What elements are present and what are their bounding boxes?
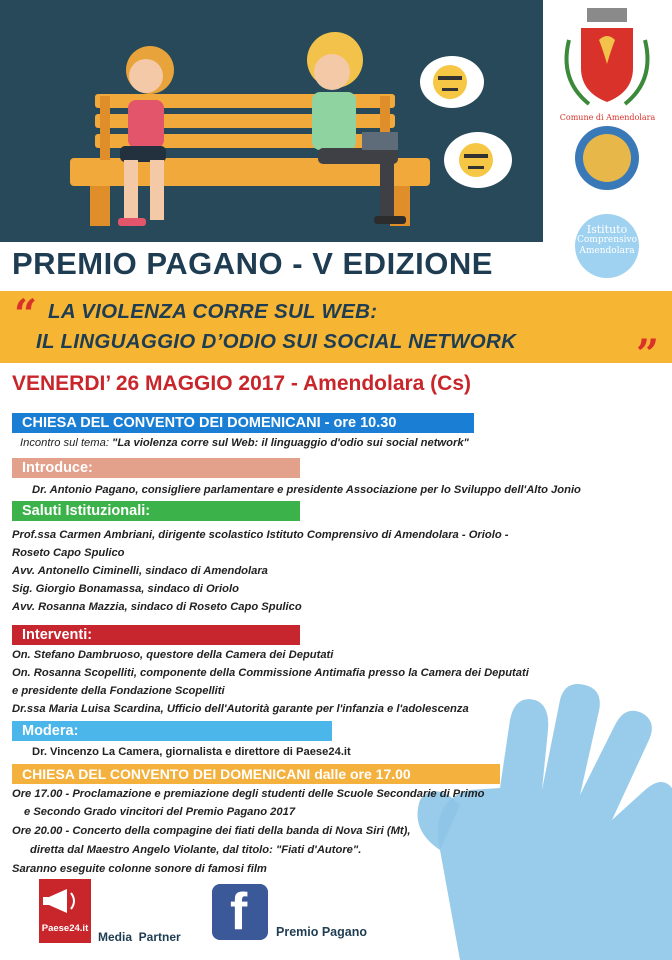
afternoon-line: Ore 17.00 - Proclamazione e premiazione degli studenti delle Scuole Secondarie di Primo: [12, 788, 485, 800]
morning-session-header: CHIESA DEL CONVENTO DEI DOMENICANI - ore 10.30: [12, 413, 474, 433]
megaphone-icon: [39, 879, 91, 923]
side-logos: [543, 0, 672, 290]
quote-line-2: IL LINGUAGGIO D’ODIO SUI SOCIAL NETWORK: [36, 330, 517, 353]
comune-label: Comune di Amendolara: [559, 113, 656, 122]
incontro-topic: "La violenza corre sul Web: il linguaggio d'odio sui social network": [112, 437, 469, 449]
facebook-page-label[interactable]: Premio Pagano: [276, 925, 367, 939]
introduce-line: Dr. Antonio Pagano, consigliere parlamentare e presidente Associazione per lo Sviluppo dell'Alto Jonio: [32, 484, 581, 496]
close-quote-mark: ”: [636, 331, 660, 378]
modera-line: Dr. Vincenzo La Camera, giornalista e direttore di Paese24.it: [32, 746, 351, 758]
page-title: PREMIO PAGANO - V EDIZIONE: [12, 246, 493, 281]
incontro-label: Incontro sul tema:: [20, 437, 113, 449]
date-line: VENERDI’ 26 MAGGIO 2017 - Amendolara (Cs): [12, 372, 472, 395]
saluti-line: Prof.ssa Carmen Ambriani, dirigente scolastico Istituto Comprensivo di Amendolara - Oriolo -: [12, 529, 509, 541]
paese24-logo[interactable]: [39, 879, 91, 943]
saluti-header: Saluti Istituzionali:: [12, 501, 300, 521]
istituto-label: Istituto Comprensivo Amendolara: [576, 223, 638, 256]
quote-line-1: LA VIOLENZA CORRE SUL WEB:: [48, 300, 378, 323]
hero-illustration: [0, 0, 543, 242]
interventi-line: e presidente della Fondazione Scopelliti: [12, 685, 225, 697]
afternoon-line: Ore 20.00 - Concerto della compagine dei fiati della banda di Nova Siri (Mt),: [12, 825, 411, 837]
saluti-line: Roseto Capo Spulico: [12, 547, 125, 559]
hand-print-icon: [400, 680, 672, 960]
bench-scene-illustration: [0, 0, 543, 242]
modera-header: Modera:: [12, 721, 332, 741]
facebook-icon[interactable]: f: [212, 884, 268, 940]
afternoon-session-header: CHIESA DEL CONVENTO DEI DOMENICANI dalle ore 17.00: [12, 764, 500, 784]
afternoon-line: e Secondo Grado vincitori del Premio Pagano 2017: [24, 806, 296, 818]
incontro-line: [20, 437, 469, 449]
introduce-header: Introduce:: [12, 458, 300, 478]
afternoon-line: diretta dal Maestro Angelo Violante, dal titolo: "Fiati d'Autore".: [30, 844, 362, 856]
interventi-line: Dr.ssa Maria Luisa Scardina, Ufficio dell'Autorità garante per l'infanzia e l'adolescenza: [12, 703, 469, 715]
interventi-line: On. Stefano Dambruoso, questore della Camera dei Deputati: [12, 649, 334, 661]
open-quote-mark: “: [14, 291, 38, 338]
saluti-line: Avv. Antonello Ciminelli, sindaco di Amendolara: [12, 565, 268, 577]
media-partner-label: Media Partner: [98, 930, 181, 944]
paese24-logo-text: Paese24.it: [41, 923, 89, 934]
saluti-line: Sig. Giorgio Bonamassa, sindaco di Oriolo: [12, 583, 239, 595]
interventi-line: On. Rosanna Scopelliti, componente della Commissione Antimafia presso la Camera dei Deputati: [12, 667, 529, 679]
afternoon-line: Saranno eseguite colonne sonore di famosi film: [12, 863, 267, 875]
interventi-header: Interventi:: [12, 625, 300, 645]
saluti-line: Avv. Rosanna Mazzia, sindaco di Roseto Capo Spulico: [12, 601, 302, 613]
